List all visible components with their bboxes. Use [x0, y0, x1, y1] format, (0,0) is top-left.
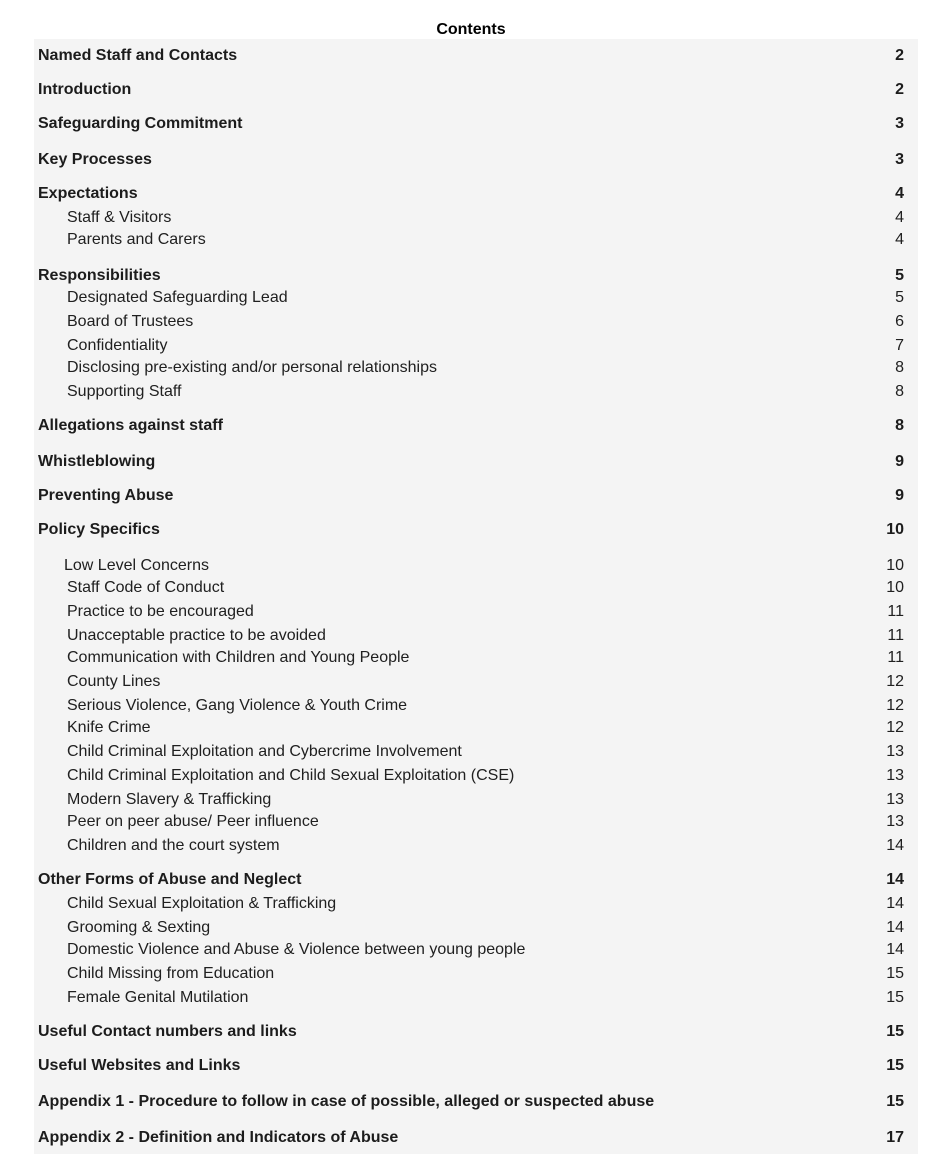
toc-entry[interactable] — [34, 79, 918, 101]
toc-entry-label: Confidentiality — [67, 337, 168, 354]
toc-entry[interactable] — [34, 451, 918, 473]
toc-entry-label: Appendix 2 - Definition and Indicators of Abuse — [38, 1129, 399, 1146]
toc-entry-label: Policy Specifics — [38, 521, 160, 538]
toc-entry[interactable] — [34, 741, 918, 763]
toc-entry-page-number: 12 — [886, 673, 904, 690]
toc-entry-page-number: 13 — [886, 743, 904, 760]
toc-entry-label: Female Genital Mutilation — [67, 989, 249, 1006]
toc-entry-page-number: 9 — [895, 487, 904, 504]
toc-entry[interactable] — [34, 1127, 918, 1149]
toc-entry-label: Child Sexual Exploitation & Trafficking — [67, 895, 337, 912]
toc-entry-label: Board of Trustees — [67, 313, 194, 330]
toc-entry-label: Designated Safeguarding Lead — [67, 289, 288, 306]
toc-entry-label: Useful Contact numbers and links — [38, 1023, 297, 1040]
toc-entry[interactable] — [34, 519, 918, 541]
toc-entry-page-number: 6 — [895, 313, 904, 330]
toc-entry-label: Modern Slavery & Trafficking — [67, 791, 272, 808]
toc-entry-page-number: 15 — [886, 1023, 904, 1040]
toc-entry-page-number: 14 — [886, 895, 904, 912]
toc-entry-page-number: 3 — [895, 115, 904, 132]
toc-entry[interactable] — [34, 149, 918, 171]
toc-entry[interactable] — [34, 311, 918, 333]
toc-entry[interactable] — [34, 229, 918, 251]
toc-entry-label: Child Criminal Exploitation and Child Sexual Exploitation (CSE) — [67, 767, 515, 784]
toc-entry[interactable] — [34, 287, 918, 309]
toc-entry[interactable] — [34, 917, 918, 939]
toc-entry[interactable] — [34, 415, 918, 437]
toc-entry-label: Unacceptable practice to be avoided — [67, 627, 326, 644]
toc-entry[interactable] — [34, 695, 918, 717]
toc-entry-page-number: 13 — [886, 791, 904, 808]
toc-entry-page-number: 14 — [886, 919, 904, 936]
toc-entry[interactable] — [34, 555, 918, 577]
toc-entry[interactable] — [34, 381, 918, 403]
toc-entry[interactable] — [34, 265, 918, 287]
toc-entry[interactable] — [34, 835, 918, 857]
toc-entry-label: Parents and Carers — [67, 231, 206, 248]
toc-entry[interactable] — [34, 183, 918, 205]
toc-entry-label: Staff Code of Conduct — [67, 579, 225, 596]
toc-entry-label: Named Staff and Contacts — [38, 47, 238, 64]
toc-entry-label: Key Processes — [38, 151, 152, 168]
toc-entry[interactable] — [34, 789, 918, 811]
toc-entry-page-number: 14 — [886, 941, 904, 958]
toc-entry-label: Children and the court system — [67, 837, 280, 854]
toc-entry-label: Low Level Concerns — [64, 557, 209, 574]
toc-entry-page-number: 17 — [886, 1129, 904, 1146]
toc-entry-label: Staff & Visitors — [67, 209, 172, 226]
toc-entry-label: Grooming & Sexting — [67, 919, 211, 936]
toc-entry-label: Disclosing pre-existing and/or personal relationships — [67, 359, 437, 376]
toc-entry-page-number: 8 — [895, 359, 904, 376]
toc-entry[interactable] — [34, 485, 918, 507]
toc-entry[interactable] — [34, 1021, 918, 1043]
toc-entry-page-number: 15 — [886, 1093, 904, 1110]
toc-entry-label: Peer on peer abuse/ Peer influence — [67, 813, 319, 830]
toc-entry-page-number: 9 — [895, 453, 904, 470]
toc-entry-label: Practice to be encouraged — [67, 603, 254, 620]
toc-entry-page-number: 3 — [895, 151, 904, 168]
toc-entry[interactable] — [34, 335, 918, 357]
toc-entry-label: Whistleblowing — [38, 453, 156, 470]
toc-entry-page-number: 4 — [895, 185, 904, 202]
toc-entry-page-number: 4 — [895, 231, 904, 248]
toc-entry-label: Appendix 1 - Procedure to follow in case of possible, alleged or suspected abuse — [38, 1093, 655, 1110]
toc-entry-page-number: 11 — [887, 603, 904, 620]
toc-entry-label: Child Criminal Exploitation and Cybercrime Involvement — [67, 743, 462, 760]
toc-entry-page-number: 2 — [895, 47, 904, 64]
toc-entry-page-number: 14 — [886, 837, 904, 854]
toc-entry[interactable] — [34, 625, 918, 647]
toc-entry[interactable] — [34, 207, 918, 229]
toc-entry-page-number: 8 — [895, 383, 904, 400]
toc-entry[interactable] — [34, 717, 918, 739]
toc-entry-page-number: 7 — [895, 337, 904, 354]
toc-entry-page-number: 15 — [886, 965, 904, 982]
toc-entry-page-number: 10 — [886, 579, 904, 596]
toc-entry-page-number: 11 — [887, 627, 904, 644]
toc-entry-page-number: 14 — [886, 871, 904, 888]
toc-entry-label: Child Missing from Education — [67, 965, 275, 982]
toc-entry-page-number: 11 — [887, 649, 904, 666]
toc-entry-label: Domestic Violence and Abuse & Violence between young people — [67, 941, 526, 958]
toc-entry[interactable] — [34, 869, 918, 891]
toc-entry-label: Expectations — [38, 185, 138, 202]
toc-entry[interactable] — [34, 671, 918, 693]
toc-entry-page-number: 5 — [895, 289, 904, 306]
toc-entry[interactable] — [34, 113, 918, 135]
toc-entry[interactable] — [34, 893, 918, 915]
toc-entry-page-number: 4 — [895, 209, 904, 226]
toc-entry[interactable] — [34, 963, 918, 985]
toc-entry-page-number: 8 — [895, 417, 904, 434]
toc-entry-page-number: 12 — [886, 719, 904, 736]
toc-entry[interactable] — [34, 45, 918, 67]
toc-entry[interactable] — [34, 1055, 918, 1077]
toc-entry-label: Useful Websites and Links — [38, 1057, 241, 1074]
toc-entry[interactable] — [34, 601, 918, 623]
toc-entry[interactable] — [34, 647, 918, 669]
toc-entry-label: County Lines — [67, 673, 161, 690]
toc-entry[interactable] — [34, 765, 918, 787]
toc-entry-page-number: 13 — [886, 767, 904, 784]
toc-entry-page-number: 13 — [886, 813, 904, 830]
toc-entry[interactable] — [34, 811, 918, 833]
contents-title: Contents — [436, 21, 506, 38]
toc-entry-page-number: 15 — [886, 989, 904, 1006]
toc-entry-label: Supporting Staff — [67, 383, 182, 400]
toc-entry[interactable] — [34, 357, 918, 379]
table-of-contents — [34, 39, 918, 1154]
toc-entry-page-number: 5 — [895, 267, 904, 284]
toc-entry-label: Introduction — [38, 81, 132, 98]
toc-entry[interactable] — [34, 939, 918, 961]
toc-entry-page-number: 12 — [886, 697, 904, 714]
toc-entry-page-number: 2 — [895, 81, 904, 98]
toc-entry-label: Safeguarding Commitment — [38, 115, 243, 132]
toc-entry-page-number: 10 — [886, 521, 904, 538]
toc-entry-page-number: 10 — [886, 557, 904, 574]
toc-entry-label: Allegations against staff — [38, 417, 223, 434]
toc-entry-label: Communication with Children and Young People — [67, 649, 410, 666]
toc-entry[interactable] — [34, 1091, 918, 1113]
toc-entry-page-number: 15 — [886, 1057, 904, 1074]
toc-entry-label: Serious Violence, Gang Violence & Youth Crime — [67, 697, 408, 714]
toc-entry-label: Other Forms of Abuse and Neglect — [38, 871, 302, 888]
toc-entry-label: Responsibilities — [38, 267, 161, 284]
toc-entry[interactable] — [34, 577, 918, 599]
toc-entry[interactable] — [34, 987, 918, 1009]
toc-entry-label: Knife Crime — [67, 719, 151, 736]
toc-entry-label: Preventing Abuse — [38, 487, 174, 504]
